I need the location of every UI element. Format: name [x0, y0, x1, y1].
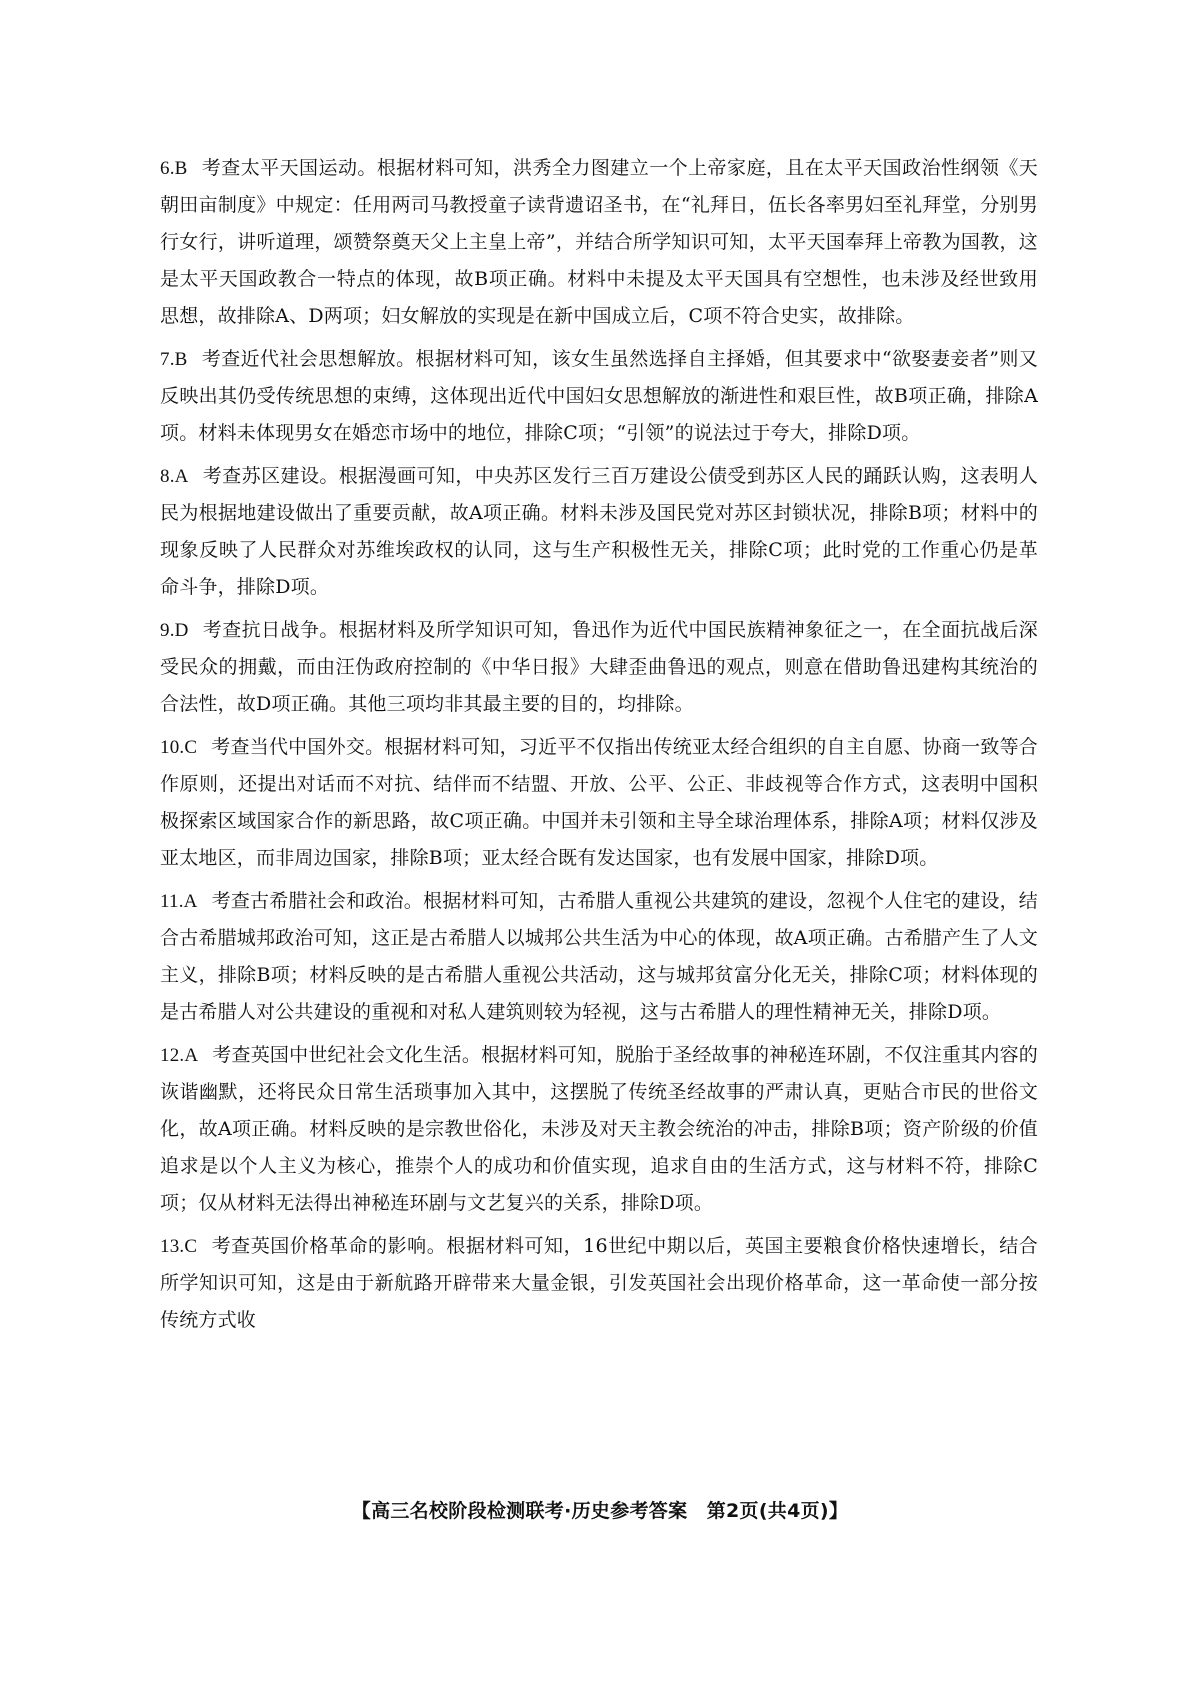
answer-number: 9.D: [160, 620, 189, 641]
answer-text: 考查苏区建设。根据漫画可知，中央苏区发行三百万建设公债受到苏区人民的踊跃认购，这表明人民为根据地建设做出了重要贡献，故A项正确。材料未涉及国民党对苏区封锁状况，排除B项；材料中的现象反映了人民群众对苏维埃政权的认同，这与生产积极性无关，排除C项；此时党的工作重心仍是革命斗争，排除D项。: [160, 465, 1038, 598]
answer-number: 7.B: [160, 349, 188, 370]
answer-number: 12.A: [160, 1045, 199, 1066]
answer-item-11: [160, 883, 1038, 1031]
answer-number: 8.A: [160, 466, 189, 487]
answer-number: 6.B: [160, 158, 188, 179]
answer-text: 考查当代中国外交。根据材料可知，习近平不仅指出传统亚太经合组织的自主自愿、协商一致等合作原则，还提出对话而不对抗、结伴而不结盟、开放、公平、公正、非歧视等合作方式，这表明中国积极探索区域国家合作的新思路，故C项正确。中国并未引领和主导全球治理体系，排除A项；材料仅涉及亚太地区，而非周边国家，排除B项；亚太经合既有发达国家，也有发展中国家，排除D项。: [160, 736, 1038, 869]
answer-item-8: [160, 458, 1038, 606]
answer-text: 考查古希腊社会和政治。根据材料可知，古希腊人重视公共建筑的建设，忽视个人住宅的建设，结合古希腊城邦政治可知，这正是古希腊人以城邦公共生活为中心的体现，故A项正确。古希腊产生了人文主义，排除B项；材料反映的是古希腊人重视公共活动，这与城邦贫富分化无关，排除C项；材料体现的是古希腊人对公共建设的重视和对私人建筑则较为轻视，这与古希腊人的理性精神无关，排除D项。: [160, 890, 1038, 1023]
answer-item-13: [160, 1228, 1038, 1339]
answer-text: 考查抗日战争。根据材料及所学知识可知，鲁迅作为近代中国民族精神象征之一，在全面抗战后深受民众的拥戴，而由汪伪政府控制的《中华日报》大肆歪曲鲁迅的观点，则意在借助鲁迅建构其统治的合法性，故D项正确。其他三项均非其最主要的目的，均排除。: [160, 619, 1038, 715]
answer-item-6: [160, 150, 1038, 335]
page-footer: 【高三名校阶段检测联考·历史参考答案 第2页(共4页)】: [351, 1500, 849, 1522]
answer-number: 13.C: [160, 1236, 198, 1257]
answer-item-10: [160, 729, 1038, 877]
answer-item-7: [160, 341, 1038, 452]
answer-text: 考查太平天国运动。根据材料可知，洪秀全力图建立一个上帝家庭，且在太平天国政治性纲领《天朝田亩制度》中规定：任用两司马教授童子读背遗诏圣书，在“礼拜日，伍长各率男妇至礼拜堂，分别男行女行，讲听道理，颂赞祭奠天父上主皇上帝”，并结合所学知识可知，太平天国奉拜上帝教为国教，这是太平天国政教合一特点的体现，故B项正确。材料中未提及太平天国具有空想性，也未涉及经世致用思想，故排除A、D两项；妇女解放的实现是在新中国成立后，C项不符合史实，故排除。: [160, 157, 1038, 327]
answer-number: 10.C: [160, 737, 198, 758]
answer-list: [160, 150, 1038, 1345]
answer-item-12: [160, 1037, 1038, 1222]
answer-text: 考查英国价格革命的影响。根据材料可知，16世纪中期以后，英国主要粮食价格快速增长，结合所学知识可知，这是由于新航路开辟带来大量金银，引发英国社会出现价格革命，这一革命使一部分按传统方式收: [160, 1235, 1038, 1331]
answer-text: 考查英国中世纪社会文化生活。根据材料可知，脱胎于圣经故事的神秘连环剧，不仅注重其内容的诙谐幽默，还将民众日常生活琐事加入其中，这摆脱了传统圣经故事的严肃认真，更贴合市民的世俗文化，故A项正确。材料反映的是宗教世俗化，未涉及对天主教会统治的冲击，排除B项；资产阶级的价值追求是以个人主义为核心，推崇个人的成功和价值实现，追求自由的生活方式，这与材料不符，排除C项；仅从材料无法得出神秘连环剧与文艺复兴的关系，排除D项。: [160, 1044, 1038, 1214]
answer-text: 考查近代社会思想解放。根据材料可知，该女生虽然选择自主择婚，但其要求中“欲娶妻妾者”则又反映出其仍受传统思想的束缚，这体现出近代中国妇女思想解放的渐进性和艰巨性，故B项正确，排除A项。材料未体现男女在婚恋市场中的地位，排除C项；“引领”的说法过于夸大，排除D项。: [160, 348, 1038, 444]
answer-number: 11.A: [160, 891, 198, 912]
answer-item-9: [160, 612, 1038, 723]
